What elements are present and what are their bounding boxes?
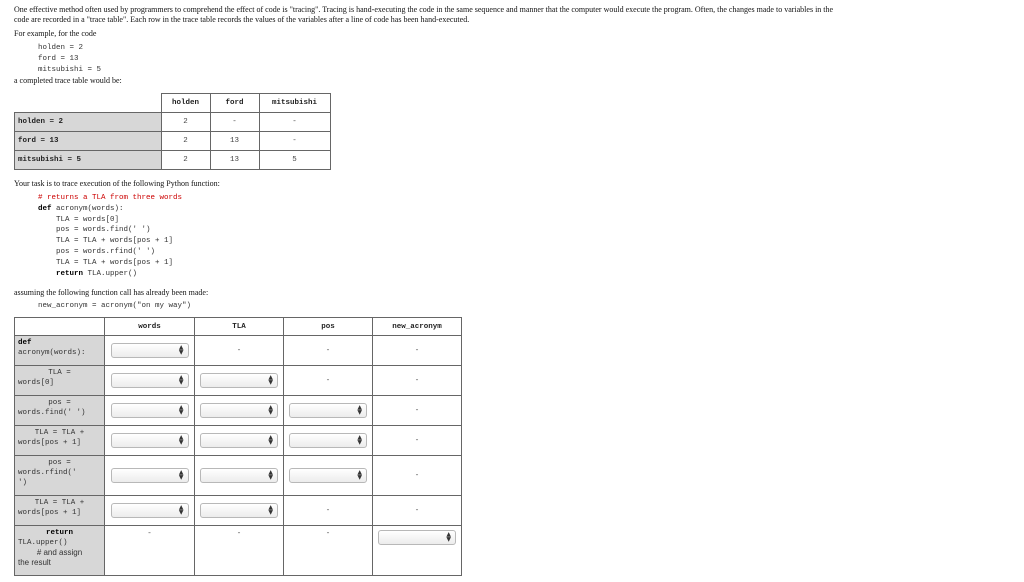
select-arrows-icon: ▲ ▼ [178,374,184,386]
intro-line-1: One effective method often used by programmers to comprehend the effect of code is "tracing". Tracing is hand-executing the code in the same sequence and manner that the computer would execute the program. Often, the changes made to variables in the [14,5,834,14]
new-acronym-cell: - [373,396,462,426]
tla-cell [195,496,284,526]
code-text: pos = [48,399,71,407]
words-select[interactable] [111,403,189,418]
tla-select[interactable] [200,373,278,388]
select-arrows-icon: ▲ ▼ [178,469,184,481]
table-row [15,151,331,170]
table-row [15,526,462,576]
pos-cell: - [284,526,373,576]
words-cell [105,456,195,496]
code-text: return [45,529,73,537]
table-row [15,336,462,366]
code-text: pos = [48,459,71,467]
new-acronym-select[interactable] [378,530,456,545]
code-line: acronym(words): [51,204,124,213]
code-text: words.find(' ') [18,409,86,417]
example-code-line: mitsubishi = 5 [38,65,102,74]
cell-value: 2 [161,132,210,151]
words-cell [105,426,195,456]
words-select[interactable] [111,373,189,388]
code-text: TLA = [48,369,71,377]
table-row [15,132,331,151]
words-cell [105,366,195,396]
row-code [15,526,105,576]
select-arrows-icon: ▲ ▼ [178,344,184,356]
code-keyword: def [38,204,52,213]
task-label: Your task is to trace execution of the following Python function: [14,179,220,188]
example-trace-table [14,93,331,170]
header-words: words [105,318,195,336]
example-label: For example, for the code [14,29,97,38]
cell-value: 5 [259,151,330,170]
row-label: mitsubishi = 5 [15,151,162,170]
corner-cell [15,318,105,336]
cell-value: 13 [210,132,259,151]
code-text: the result [18,558,51,567]
call-code: new_acronym = acronym("on my way") [38,302,192,310]
code-line: TLA = TLA + words[pos + 1] [56,237,174,246]
tla-cell [195,456,284,496]
trace-table [14,317,462,576]
cell-value: - [259,113,330,132]
code-keyword: return [56,269,84,278]
select-arrows-icon: ▲ ▼ [268,434,273,446]
table-row [15,426,462,456]
table-row [15,456,462,496]
cell-value: - [210,113,259,132]
words-cell: - [105,526,195,576]
tla-select[interactable] [200,503,278,518]
pos-select[interactable] [289,468,367,483]
row-code [15,396,105,426]
tla-select[interactable] [200,403,278,418]
words-select[interactable] [111,468,189,483]
pos-cell: - [284,336,373,366]
example-code [38,43,101,75]
row-label: ford = 13 [15,132,162,151]
row-code [15,426,105,456]
words-select[interactable] [111,503,189,518]
select-arrows-icon: ▲ ▼ [446,531,451,543]
code-text: ') [18,479,28,487]
cell-value: - [259,132,330,151]
new-acronym-cell: - [373,456,462,496]
task-code [38,193,182,279]
header-mitsubishi: mitsubishi [259,94,330,113]
words-cell [105,336,195,366]
code-text: # and assign [36,548,83,557]
code-line: TLA = words[0] [56,215,120,224]
header-holden: holden [161,94,210,113]
corner-cell [15,94,162,113]
row-code [15,366,105,396]
code-text: TLA = TLA + [34,499,85,507]
pos-cell: - [284,366,373,396]
code-text: words.rfind(' [18,469,77,477]
header-ford: ford [210,94,259,113]
new-acronym-cell: - [373,426,462,456]
code-line: TLA = TLA + words[pos + 1] [56,258,174,267]
pos-cell [284,396,373,426]
intro-line-2: code are recorded in a "trace table". Each row in the trace table records the values of the variables after a line of code has been hand-executed. [14,15,470,24]
pos-select[interactable] [289,433,367,448]
words-select[interactable] [111,433,189,448]
code-line: pos = words.find(' ') [56,226,151,235]
code-text: acronym(words): [18,349,86,357]
code-line: pos = words.rfind(' ') [56,247,156,256]
code-text: words[pos + 1] [18,509,82,517]
select-arrows-icon: ▲ ▼ [357,434,362,446]
header-pos: pos [284,318,373,336]
pos-select[interactable] [289,403,367,418]
select-arrows-icon: ▲ ▼ [268,469,273,481]
table-row [15,113,331,132]
select-arrows-icon: ▲ ▼ [268,404,273,416]
table-row [15,396,462,426]
tla-cell [195,366,284,396]
pos-cell [284,426,373,456]
select-arrows-icon: ▲ ▼ [268,374,273,386]
new-acronym-cell [373,526,462,576]
words-cell [105,496,195,526]
code-text: words[pos + 1] [18,439,82,447]
example-code-line: ford = 13 [38,54,79,63]
select-arrows-icon: ▲ ▼ [268,504,273,516]
code-text: TLA.upper() [18,539,68,547]
cell-value: 2 [161,113,210,132]
words-select[interactable] [111,343,189,358]
tla-cell [195,396,284,426]
code-line: TLA.upper() [83,269,138,278]
code-text: TLA = TLA + [34,429,85,437]
header-new-acronym: new_acronym [373,318,462,336]
select-arrows-icon: ▲ ▼ [178,504,184,516]
code-text: words[0] [18,379,55,387]
code-comment: # returns a TLA from three words [38,194,183,202]
pos-cell: - [284,496,373,526]
row-code [15,496,105,526]
intro-text [14,5,1014,25]
cell-value: 2 [161,151,210,170]
pos-cell [284,456,373,496]
row-code [15,456,105,496]
words-cell [105,396,195,426]
select-arrows-icon: ▲ ▼ [357,469,362,481]
row-label: holden = 2 [15,113,162,132]
header-tla: TLA [195,318,284,336]
tla-select[interactable] [200,468,278,483]
completed-label: a completed trace table would be: [14,76,122,85]
row-code [15,336,105,366]
tla-select[interactable] [200,433,278,448]
tla-cell: - [195,526,284,576]
new-acronym-cell: - [373,496,462,526]
new-acronym-cell: - [373,366,462,396]
select-arrows-icon: ▲ ▼ [178,434,184,446]
table-row [15,366,462,396]
new-acronym-cell: - [373,336,462,366]
table-row [15,496,462,526]
select-arrows-icon: ▲ ▼ [178,404,184,416]
tla-cell: - [195,336,284,366]
example-code-line: holden = 2 [38,44,84,52]
cell-value: 13 [210,151,259,170]
tla-cell [195,426,284,456]
select-arrows-icon: ▲ ▼ [357,404,362,416]
code-text: def [18,339,32,347]
call-label: assuming the following function call has already been made: [14,288,209,297]
